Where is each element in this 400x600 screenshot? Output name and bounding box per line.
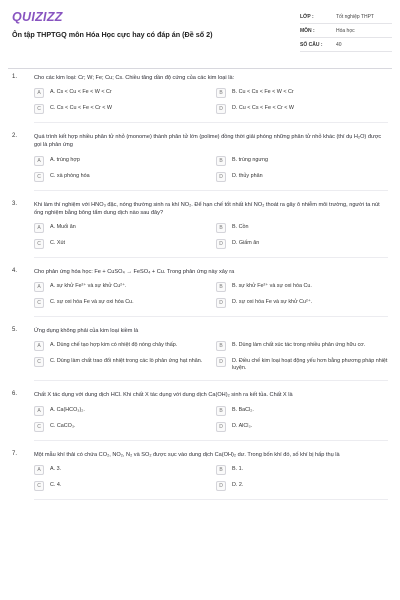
question-list [0,74,400,510]
answer-option[interactable] [34,422,206,432]
question-number: 3. [12,200,18,207]
answer-option[interactable] [216,172,388,182]
option-letter-box: B [216,282,226,292]
option-letter-box: B [216,341,226,351]
meta-table [300,10,392,52]
answer-option[interactable] [34,465,206,475]
option-text: A. trùng hợp [50,156,80,163]
question-divider [34,380,388,381]
option-text: A. Dùng chế tạo hợp kim có nhiệt độ nóng chảy thấp. [50,342,178,349]
option-text: B. 1. [232,465,244,472]
answer-option[interactable] [34,88,206,98]
answer-option[interactable] [34,341,206,351]
option-text: A. sự khử Fe²⁺ và sự khử Cu²⁺. [50,283,127,290]
option-text: D. 2. [232,481,244,488]
option-letter-box: A [34,406,44,416]
answer-option[interactable] [34,156,206,166]
option-text: B. Dùng làm chất xúc tác trong nhiều phản ứng hữu cơ. [232,342,366,349]
option-letter-box: B [216,88,226,98]
question-text: Chất X tác dụng với dung dịch HCl. Khi chất X tác dụng với dung dịch Ca(OH)₂ sinh ra kết tủa. Chất X là [34,392,293,399]
answer-option[interactable] [216,239,388,249]
question-item [12,327,388,391]
answer-option[interactable] [216,465,388,475]
question-item [12,451,388,510]
option-letter-box: D [216,481,226,491]
question-number: 5. [12,327,18,334]
option-text: C. CaCO₃. [50,422,76,429]
answer-option[interactable] [34,298,206,308]
question-divider [34,257,388,258]
option-text: C. Cs < Cu < Fe < Cr < W [50,105,113,112]
option-letter-box: A [34,282,44,292]
option-text: A. 3. [50,465,62,472]
answer-option[interactable] [216,223,388,233]
meta-row-class [300,10,392,24]
meta-value: Tốt nghiệp THPT [336,13,374,20]
question-text: Khi làm thí nghiệm với HNO₃ đặc, nóng thường sinh ra khí NO₂. Để hạn chế tốt nhất khí NO₂ thoát ra gây ô nhiễm môi trường, người ta nút ống nghiệm bằng bông tẩm dung dịch nào sau đây? [34,201,380,216]
option-letter-box: C [34,172,44,182]
meta-row-subject [300,24,392,38]
answer-option[interactable] [34,104,206,114]
question-text: Cho các kim loại: Cr; W; Fe; Cu; Cs. Chiều tăng dần độ cứng của các kim loại là: [34,75,235,81]
option-text: A. Muối ăn [50,224,76,231]
answer-option[interactable] [216,357,388,372]
question-divider [34,122,388,123]
meta-value: 40 [336,41,342,48]
option-letter-box: A [34,156,44,166]
option-text: C. 4. [50,481,62,488]
answer-options [34,341,388,372]
meta-key: SỐ CÂU : [300,41,323,48]
option-text: B. sự khử Fe²⁺ và sự oxi hóa Cu. [232,283,312,290]
answer-option[interactable] [216,481,388,491]
option-text: B. BaCl₂. [232,406,254,413]
question-number: 6. [12,391,18,398]
answer-option[interactable] [216,298,388,308]
answer-option[interactable] [34,357,206,372]
question-number: 4. [12,268,18,275]
option-letter-box: B [216,223,226,233]
option-text: C. Xút [50,240,65,247]
answer-option[interactable] [216,156,388,166]
question-text: Một mẫu khí thải có chứa CO₂, NO₂, N₂ và SO₂ được sục vào dung dịch Ca(OH)₂ dư. Trong bốn khí đó, số khí bị hấp thụ là [34,451,340,458]
question-text: Ứng dụng không phải của kim loại kiềm là [34,328,139,335]
option-text: D. Giấm ăn [232,240,260,247]
answer-option[interactable] [34,406,206,416]
option-letter-box: B [216,465,226,475]
question-item [12,201,388,268]
option-text: D. Điều chế kim loại hoạt động yếu hơn bằng phương pháp nhiệt luyện. [232,358,388,372]
answer-options [34,156,388,182]
question-item [12,268,388,327]
option-text: A. Ca(HCO₃)₂. [50,406,85,413]
option-letter-box: A [34,88,44,98]
option-text: D. sự oxi hóa Fe và sự khử Cu²⁺. [232,299,313,306]
question-item [12,391,388,450]
option-letter-box: A [34,223,44,233]
answer-option[interactable] [34,481,206,491]
option-text: B. Cồn [232,224,249,231]
header-divider [8,68,392,69]
answer-option[interactable] [216,406,388,416]
answer-options [34,282,388,308]
question-text: Cho phản ứng hóa học: Fe + CuSO₄ → FeSO₄ + Cu. Trong phản ứng này xảy ra [34,269,235,276]
answer-option[interactable] [34,239,206,249]
answer-option[interactable] [34,172,206,182]
option-letter-box: D [216,357,226,367]
option-letter-box: C [34,422,44,432]
meta-value: Hóa học [336,27,355,34]
option-text: D. Cu < Cs < Fe < Cr < W [232,105,295,112]
question-divider [34,440,388,441]
answer-options [34,465,388,491]
quizizz-logo: QUIZIZZ [12,10,63,24]
meta-row-count [300,38,392,52]
answer-option[interactable] [216,341,388,351]
option-text: D. thủy phân [232,172,263,179]
option-text: C. Dùng làm chất trao đổi nhiệt trong các lò phản ứng hạt nhân. [50,358,203,365]
answer-option[interactable] [216,88,388,98]
option-letter-box: B [216,406,226,416]
answer-option[interactable] [34,282,206,292]
answer-options [34,406,388,432]
option-letter-box: A [34,465,44,475]
question-divider [34,499,388,500]
meta-key: LỚP : [300,13,314,20]
option-letter-box: C [34,298,44,308]
option-text: C. xà phòng hóa [50,172,90,179]
option-text: D. AlCl₃. [232,422,253,429]
answer-option[interactable] [216,282,388,292]
answer-options [34,88,388,114]
option-text: B. Cu < Cs < Fe < W < Cr [232,89,294,96]
question-number: 7. [12,450,18,457]
option-letter-box: A [34,341,44,351]
option-letter-box: C [34,357,44,367]
option-letter-box: C [34,239,44,249]
option-letter-box: C [34,104,44,114]
option-text: A. Cs < Cu < Fe < W < Cr [50,89,112,96]
question-number: 1. [12,74,18,80]
answer-options [34,223,388,249]
meta-key: MÔN : [300,27,315,34]
question-item [12,133,388,200]
option-letter-box: C [34,481,44,491]
option-text: C. sự oxi hóa Fe và sự oxi hóa Cu. [50,299,134,306]
option-letter-box: D [216,239,226,249]
option-letter-box: D [216,172,226,182]
answer-option[interactable] [216,104,388,114]
question-divider [34,190,388,191]
option-text: B. trùng ngưng [232,156,268,163]
question-text: Quá trình kết hợp nhiều phân tử nhỏ (monome) thành phân tử lớn (polime) đồng thời giải phóng những phân tử nhỏ khác (thí dụ H₂O) được gọi là phản ứng [34,134,382,149]
page-title: Ôn tập THPTGQ môn Hóa Học cực hay có đáp án (Đề số 2) [12,30,213,39]
option-letter-box: D [216,104,226,114]
question-divider [34,316,388,317]
answer-option[interactable] [216,422,388,432]
question-item [12,74,388,133]
option-letter-box: D [216,422,226,432]
worksheet-header [0,0,400,60]
question-number: 2. [12,133,18,140]
option-letter-box: D [216,298,226,308]
answer-option[interactable] [34,223,206,233]
option-letter-box: B [216,156,226,166]
